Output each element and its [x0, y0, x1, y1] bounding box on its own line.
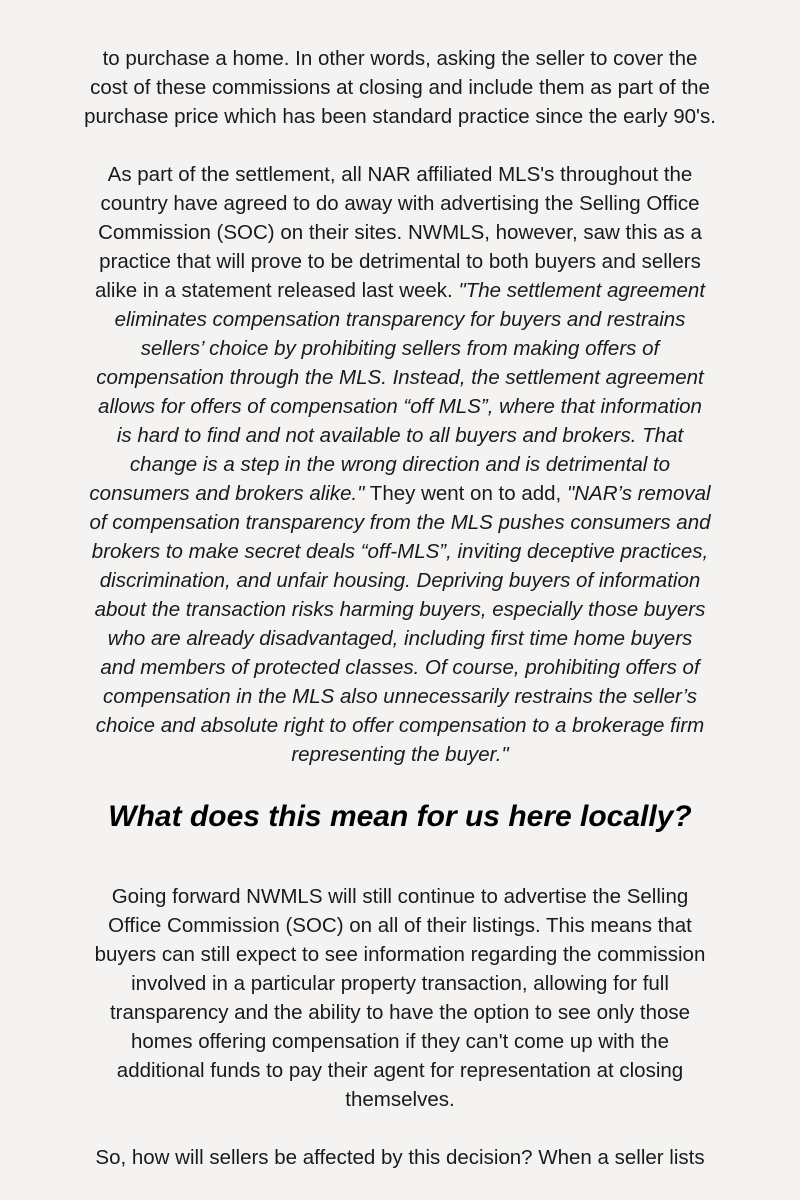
section-heading: What does this mean for us here locally?	[108, 800, 692, 833]
text-line	[0, 595, 800, 624]
body-text: involved in a particular property transaction, allowing for full	[131, 972, 669, 995]
body-text: purchase price which has been standard practice since the early 90's.	[84, 105, 716, 128]
quoted-text: "The settlement agreement	[458, 279, 706, 302]
body-text: buyers can still expect to see information regarding the commission	[94, 943, 706, 966]
text-line	[0, 653, 800, 682]
text-line	[0, 305, 800, 334]
quoted-text: discrimination, and unfair housing. Depriving buyers of information	[99, 569, 701, 592]
paragraph-intro-continued	[0, 44, 800, 131]
text-line	[0, 276, 800, 305]
text-line	[0, 882, 800, 911]
body-text: Going forward NWMLS will still continue to advertise the Selling	[111, 885, 689, 908]
text-line	[0, 711, 800, 740]
text-line	[0, 392, 800, 421]
text-line	[0, 998, 800, 1027]
body-text: themselves.	[345, 1088, 455, 1111]
text-line	[0, 334, 800, 363]
text-line	[0, 969, 800, 998]
quoted-text: choice and absolute right to offer compensation to a brokerage firm	[95, 714, 705, 737]
text-line	[0, 1085, 800, 1114]
quoted-text: of compensation transparency from the MLS pushes consumers and	[89, 511, 711, 534]
quoted-text: is hard to find and not available to all buyers and brokers. That	[116, 424, 684, 447]
text-line	[0, 73, 800, 102]
quoted-text: compensation in the MLS also unnecessarily restrains the seller’s	[102, 685, 698, 708]
text-line	[0, 508, 800, 537]
text-line	[0, 421, 800, 450]
text-line	[0, 363, 800, 392]
text-line	[0, 624, 800, 653]
body-text: They went on to add,	[364, 482, 567, 505]
body-text: homes offering compensation if they can't come up with the	[131, 1030, 669, 1053]
body-text: transparency and the ability to have the option to see only those	[109, 1001, 691, 1024]
body-text: practice that will prove to be detrimental to both buyers and sellers	[99, 250, 701, 273]
text-line	[0, 940, 800, 969]
quoted-text: eliminates compensation transparency for buyers and restrains	[114, 308, 686, 331]
quoted-text: representing the buyer."	[291, 743, 509, 766]
body-text: Commission (SOC) on their sites. NWMLS, however, saw this as a	[98, 221, 702, 244]
text-line	[0, 682, 800, 711]
text-line	[0, 911, 800, 940]
body-text: additional funds to pay their agent for representation at closing	[116, 1059, 684, 1082]
quoted-text: allows for offers of compensation “off MLS”, where that information	[98, 395, 702, 418]
quoted-text: sellers’ choice by prohibiting sellers from making offers of	[140, 337, 660, 360]
body-text: As part of the settlement, all NAR affiliated MLS's throughout the	[107, 163, 693, 186]
quoted-text: compensation through the MLS. Instead, the settlement agreement	[96, 366, 704, 389]
text-line	[0, 450, 800, 479]
text-line	[0, 189, 800, 218]
text-line	[0, 566, 800, 595]
body-text: to purchase a home. In other words, asking the seller to cover the	[102, 47, 698, 70]
quoted-text: who are already disadvantaged, including first time home buyers	[107, 627, 693, 650]
quoted-text: and members of protected classes. Of course, prohibiting offers of	[100, 656, 700, 679]
paragraph-local-impact	[0, 882, 800, 1114]
body-text: alike in a statement released last week.	[94, 279, 459, 302]
text-line	[0, 537, 800, 566]
body-text: Office Commission (SOC) on all of their listings. This means that	[108, 914, 692, 937]
quoted-text: brokers to make secret deals “off-MLS”, inviting deceptive practices,	[91, 540, 709, 563]
quoted-text: consumers and brokers alike."	[89, 482, 365, 505]
body-text: So, how will sellers be affected by this decision? When a seller lists	[95, 1146, 705, 1169]
body-text: country have agreed to do away with advertising the Selling Office	[100, 192, 700, 215]
text-line	[0, 218, 800, 247]
quoted-text: about the transaction risks harming buyers, especially those buyers	[94, 598, 706, 621]
text-line	[0, 102, 800, 131]
text-line	[0, 1056, 800, 1085]
paragraph-sellers	[0, 1143, 800, 1172]
quoted-text: change is a step in the wrong direction and is detrimental to	[129, 453, 671, 476]
body-text: cost of these commissions at closing and include them as part of the	[90, 76, 710, 99]
quoted-text: "NAR’s removal	[566, 482, 711, 505]
paragraph-settlement	[0, 160, 800, 769]
text-line	[0, 247, 800, 276]
text-line	[0, 479, 800, 508]
text-line	[0, 740, 800, 769]
text-line	[0, 160, 800, 189]
text-line	[0, 44, 800, 73]
text-line	[0, 1027, 800, 1056]
text-line	[0, 1143, 800, 1172]
